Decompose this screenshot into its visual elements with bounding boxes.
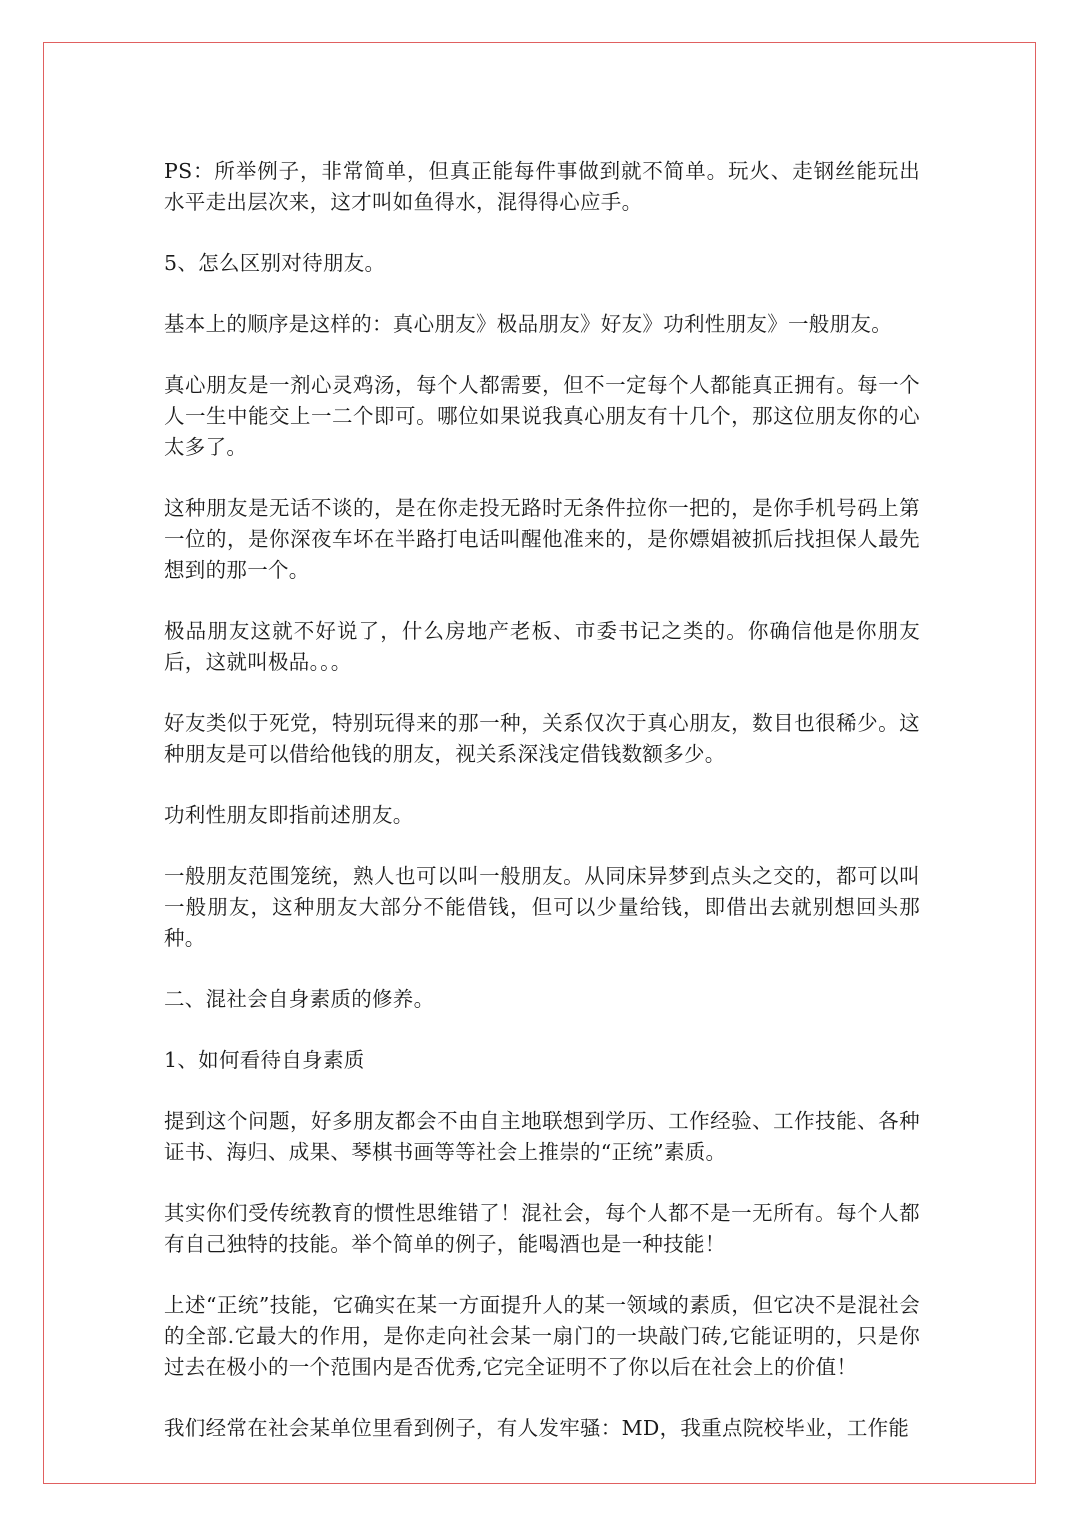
- paragraph-utilitarian-friend: 功利性朋友即指前述朋友。: [164, 803, 414, 827]
- paragraph-premium-friend: 极品朋友这就不好说了，什么房地产老板、市委书记之类的。你确信他是你朋友后，这就叫极品。。。: [164, 619, 920, 674]
- paragraph-true-friend-detail: 这种朋友是无话不谈的，是在你走投无路时无条件拉你一把的，是你手机号码上第一位的，是你深夜车坏在半路打电话叫醒他准来的，是你嫖娼被抓后找担保人最先想到的那一个。: [164, 496, 920, 582]
- paragraph-true-friend: 真心朋友是一剂心灵鸡汤，每个人都需要，但不一定每个人都能真正拥有。每一个人一生中能交上一二个即可。哪位如果说我真心朋友有十几个，那这位朋友你的心太多了。: [164, 373, 920, 459]
- paragraph-ps-note: PS：所举例子，非常简单，但真正能每件事做到就不简单。玩火、走钢丝能玩出水平走出层次来，这才叫如鱼得水，混得得心应手。: [164, 159, 920, 214]
- paragraph-heading-section-2: 二、混社会自身素质的修养。: [164, 987, 435, 1011]
- paragraph-orthodox-skills: 上述“正统”技能，它确实在某一方面提升人的某一领域的素质，但它决不是混社会的全部.它最大的作用，是你走向社会某一扇门的一块敲门砖,它能证明的，只是你过去在极小的一个范围内是否优秀,它完全证明不了你以后在社会上的价值！: [164, 1293, 920, 1379]
- paragraph-qualifications: 提到这个问题，好多朋友都会不由自主地联想到学历、工作经验、工作技能、各种证书、海归、成果、琴棋书画等等社会上推崇的“正统”素质。: [164, 1109, 920, 1164]
- document-body: [164, 156, 920, 1474]
- paragraph-good-friend: 好友类似于死党，特别玩得来的那一种，关系仅次于真心朋友，数目也很稀少。这种朋友是可以借给他钱的朋友，视关系深浅定借钱数额多少。: [164, 711, 920, 766]
- paragraph-example: 我们经常在社会某单位里看到例子，有人发牢骚：MD，我重点院校毕业，工作能: [164, 1416, 910, 1440]
- paragraph-friend-order: 基本上的顺序是这样的：真心朋友》极品朋友》好友》功利性朋友》一般朋友。: [164, 312, 892, 336]
- paragraph-ordinary-friend: 一般朋友范围笼统，熟人也可以叫一般朋友。从同床异梦到点头之交的，都可以叫一般朋友，这种朋友大部分不能借钱，但可以少量给钱，即借出去就别想回头那种。: [164, 864, 920, 950]
- paragraph-traditional-thinking: 其实你们受传统教育的惯性思维错了！混社会，每个人都不是一无所有。每个人都有自己独特的技能。举个简单的例子，能喝酒也是一种技能！: [164, 1201, 920, 1256]
- paragraph-heading-1: 1、如何看待自身素质: [164, 1048, 365, 1072]
- paragraph-heading-5: 5、怎么区别对待朋友。: [164, 251, 386, 275]
